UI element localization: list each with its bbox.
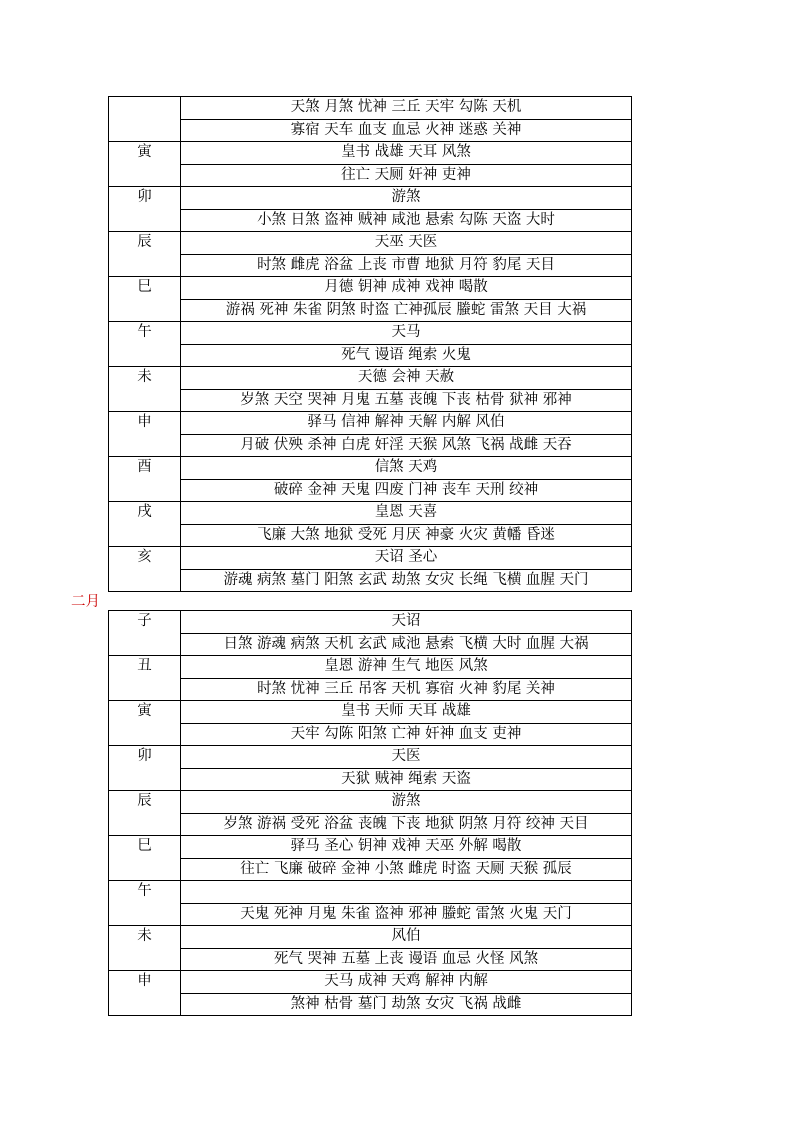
table-row [109,434,632,457]
branch-cell: 未 [109,367,181,412]
spirits-line: 寡宿 天车 血支 血忌 火神 迷惑 关神 [181,119,632,142]
branch-cell: 未 [109,926,181,971]
spirits-line: 天煞 月煞 忧神 三丘 天牢 勾陈 天机 [181,97,632,120]
table-row [109,524,632,547]
spirits-line: 天德 会神 天赦 [181,367,632,390]
table-row [109,926,632,949]
branch-cell: 丑 [109,656,181,701]
table-row [109,611,632,634]
spirits-line: 皇恩 游神 生气 地医 风煞 [181,656,632,679]
table-row [109,791,632,814]
table-row [109,881,632,904]
table-row [109,389,632,412]
table-row [109,119,632,142]
table-row [109,993,632,1016]
spirits-line: 皇恩 天喜 [181,502,632,525]
branch-cell: 午 [109,881,181,926]
spirits-line: 死气 哭神 五墓 上丧 谩语 血忌 火怪 风煞 [181,948,632,971]
spirits-line: 往亡 天厕 奸神 吏神 [181,164,632,187]
table-row [109,746,632,769]
table-row [109,971,632,994]
spirits-line: 死气 谩语 绳索 火鬼 [181,344,632,367]
spirits-line: 月破 伏殃 杀神 白虎 奸淫 天猴 风煞 飞祸 战雌 天吞 [181,434,632,457]
spirits-line [181,881,632,904]
table-row [109,903,632,926]
spirits-line: 驿马 信神 解神 天解 内解 风伯 [181,412,632,435]
table-row [109,479,632,502]
spirits-line: 信煞 天鸡 [181,457,632,480]
branch-cell: 卯 [109,746,181,791]
table-row [109,948,632,971]
month-heading: 二月 [71,594,100,610]
spirits-line: 天狱 贼神 绳索 天盗 [181,768,632,791]
almanac-table-second-month [108,610,632,1016]
table-row [109,836,632,859]
table-row [109,209,632,232]
table-row [109,858,632,881]
table-row [109,656,632,679]
spirits-line: 时煞 雌虎 浴盆 上丧 市曹 地狱 月符 豹尾 天目 [181,254,632,277]
table-row [109,723,632,746]
spirits-line: 天鬼 死神 月鬼 朱雀 盗神 邪神 螣蛇 雷煞 火鬼 天门 [181,903,632,926]
spirits-line: 日煞 游魂 病煞 天机 玄武 咸池 悬索 飞横 大时 血腥 大祸 [181,633,632,656]
table-row [109,299,632,322]
spirits-line: 天巫 天医 [181,232,632,255]
spirits-line: 游煞 [181,791,632,814]
spirits-line: 天诏 圣心 [181,547,632,570]
spirits-line: 驿马 圣心 钥神 戏神 天巫 外解 喝散 [181,836,632,859]
table-row [109,768,632,791]
table-row [109,164,632,187]
branch-cell: 申 [109,412,181,457]
table-row [109,142,632,165]
branch-cell: 寅 [109,701,181,746]
spirits-line: 岁煞 天空 哭神 月鬼 五墓 丧魄 下丧 枯骨 狱神 邪神 [181,389,632,412]
branch-cell: 亥 [109,547,181,592]
table-row [109,633,632,656]
branch-cell: 卯 [109,187,181,232]
table-row [109,187,632,210]
table-row [109,254,632,277]
spirits-line: 皇书 战雄 天耳 风煞 [181,142,632,165]
table-row [109,232,632,255]
branch-cell: 子 [109,611,181,656]
spirits-line: 天马 成神 天鸡 解神 内解 [181,971,632,994]
table-row [109,701,632,724]
table-row [109,97,632,120]
branch-cell: 巳 [109,836,181,881]
spirits-line: 游魂 病煞 墓门 阳煞 玄武 劫煞 女灾 长绳 飞横 血腥 天门 [181,569,632,592]
table-row [109,322,632,345]
branch-cell: 寅 [109,142,181,187]
table-row [109,457,632,480]
spirits-line: 天医 [181,746,632,769]
spirits-line: 风伯 [181,926,632,949]
spirits-line: 往亡 飞廉 破碎 金神 小煞 雌虎 时盗 天厕 天猴 孤辰 [181,858,632,881]
spirits-line: 岁煞 游祸 受死 浴盆 丧魄 下丧 地狱 阴煞 月符 绞神 天目 [181,813,632,836]
table-row [109,569,632,592]
almanac-table-first-month [108,96,632,592]
spirits-line: 游煞 [181,187,632,210]
table-row [109,412,632,435]
spirits-line: 天马 [181,322,632,345]
branch-cell: 辰 [109,791,181,836]
spirits-line: 月德 钥神 成神 戏神 喝散 [181,277,632,300]
table-row [109,367,632,390]
branch-cell: 酉 [109,457,181,502]
table-row [109,344,632,367]
spirits-line: 煞神 枯骨 墓门 劫煞 女灾 飞祸 战雌 [181,993,632,1016]
branch-cell: 午 [109,322,181,367]
spirits-line: 游祸 死神 朱雀 阴煞 时盗 亡神孤辰 螣蛇 雷煞 天目 大祸 [181,299,632,322]
branch-cell: 辰 [109,232,181,277]
branch-cell: 申 [109,971,181,1016]
spirits-line: 破碎 金神 天鬼 四废 门神 丧车 天刑 绞神 [181,479,632,502]
branch-cell [109,97,181,142]
spirits-line: 时煞 忧神 三丘 吊客 天机 寡宿 火神 豹尾 关神 [181,678,632,701]
spirits-line: 天诏 [181,611,632,634]
table-row [109,277,632,300]
table-row [109,502,632,525]
spirits-line: 飞廉 大煞 地狱 受死 月厌 神豪 火灾 黄幡 昏迷 [181,524,632,547]
table-row [109,678,632,701]
branch-cell: 巳 [109,277,181,322]
table-row [109,813,632,836]
spirits-line: 天牢 勾陈 阳煞 亡神 奸神 血支 吏神 [181,723,632,746]
table-row [109,547,632,570]
spirits-line: 小煞 日煞 盗神 贼神 咸池 悬索 勾陈 天盗 大时 [181,209,632,232]
branch-cell: 戌 [109,502,181,547]
spirits-line: 皇书 天师 天耳 战雄 [181,701,632,724]
